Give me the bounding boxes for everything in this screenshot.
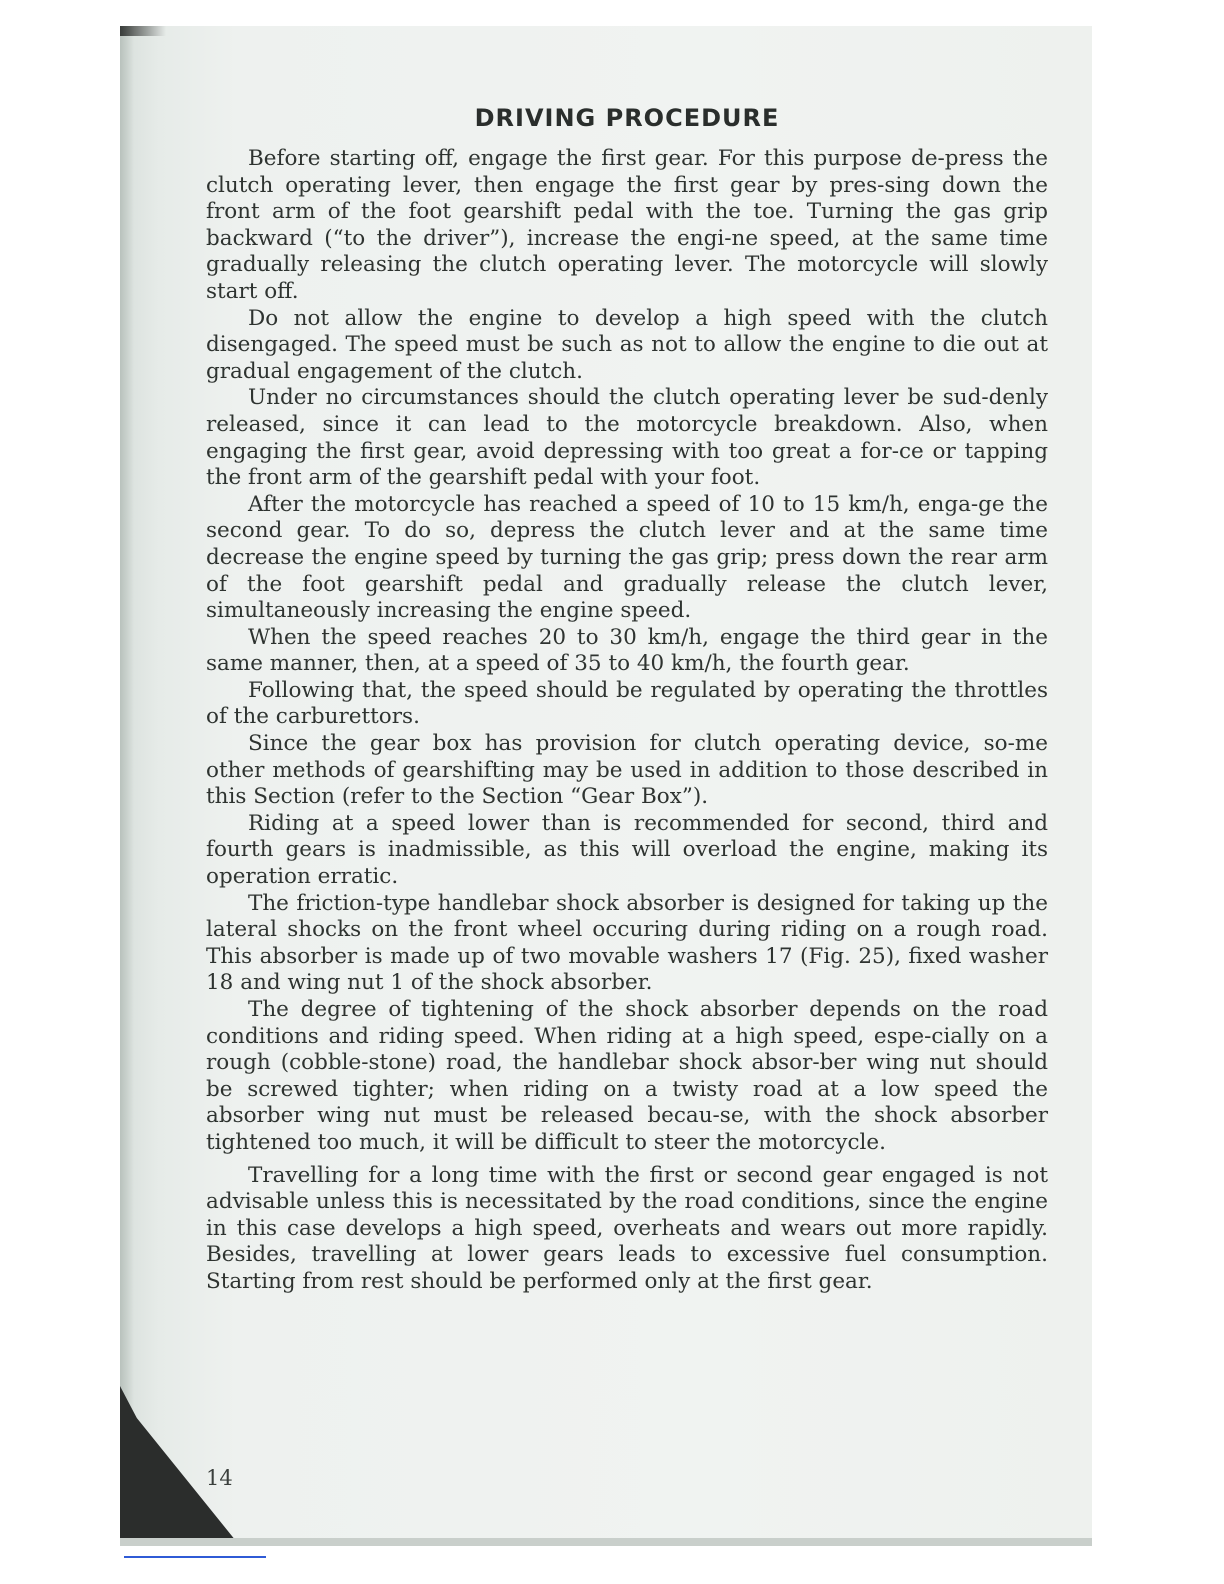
paragraph-clutch-release: Under no circumstances should the clutch operating lever be sud-denly released, since it can lead to the motorcycle breakdown. Also, when engaging the first gear, avoid depressing with too great a for-ce or tapping the front arm of the gearshift pedal with your foot. <box>206 385 1048 491</box>
page-edge-shadow <box>120 26 134 1546</box>
paragraph-clutch-speed: Do not allow the engine to develop a high speed with the clutch disengaged. The speed must be such as not to allow the engine to die out at gradual engagement of the clutch. <box>206 305 1048 384</box>
scanned-page <box>120 26 1092 1546</box>
paragraph-second-gear: After the motorcycle has reached a speed of 10 to 15 km/h, enga-ge the second gear. To do so, depress the clutch lever and at the same time decrease the engine speed by turning the gas grip; press down the rear arm of the foot gearshift pedal and gradually release the clutch lever, simultaneously increasing the engine speed. <box>206 491 1048 624</box>
scan-bottom-edge <box>120 1538 1092 1546</box>
paragraph-throttles: Following that, the speed should be regulated by operating the throttles of the carburettors. <box>206 677 1048 730</box>
paragraph-shock-absorber: The friction-type handlebar shock absorber is designed for taking up the lateral shocks on the front wheel occuring during riding on a rough road. This absorber is made up of two movable washers 17 (Fig. 25), fixed washer 18 and wing nut 1 of the shock absorber. <box>206 890 1048 996</box>
page-title: DRIVING PROCEDURE <box>474 104 780 132</box>
paragraph-gearshifting-methods: Since the gear box has provision for clutch operating device, so-me other methods of gearshifting may be used in addition to those described in this Section (refer to the Section “Gear Box”). <box>206 731 1048 810</box>
footer-link-underline[interactable] <box>124 1556 266 1558</box>
paragraph-low-gears: Travelling for a long time with the first or second gear engaged is not advisable unless this is necessitated by the road conditions, since the engine in this case develops a high speed, overheats and wears out more rapidly. Besides, travelling at lower gears leads to excessive fuel consumption. Starting from rest should be performed only at the first gear. <box>206 1162 1048 1294</box>
page-content <box>206 104 1048 1296</box>
scan-edge-mark <box>120 26 166 36</box>
paragraph-low-speed: Riding at a speed lower than is recommended for second, third and fourth gears is inadmissible, as this will overload the engine, making its operation erratic. <box>206 810 1048 890</box>
paragraph-third-fourth-gear: When the speed reaches 20 to 30 km/h, engage the third gear in the same manner, then, at a speed of 35 to 40 km/h, the fourth gear. <box>206 624 1048 677</box>
page-number: 14 <box>206 1466 233 1490</box>
paragraph-tightening: The degree of tightening of the shock absorber depends on the road conditions and riding speed. When riding at a high speed, espe-cially on a rough (cobble-stone) road, the handlebar shock absor-ber wing nut should be screwed tighter; when riding on a twisty road at a low speed the absorber wing nut must be released becau-se, with the shock absorber tightened too much, it will be difficult to steer the motorcycle. <box>206 997 1048 1155</box>
paragraph-starting-off: Before starting off, engage the first gear. For this purpose de-press the clutch operating lever, then engage the first gear by pres-sing down the front arm of the foot gearshift pedal with the toe. Turning the gas grip backward (“to the driver”), increase the engi-ne speed, at the same time gradually releasing the clutch operating lever. The motorcycle will slowly start off. <box>206 146 1048 304</box>
